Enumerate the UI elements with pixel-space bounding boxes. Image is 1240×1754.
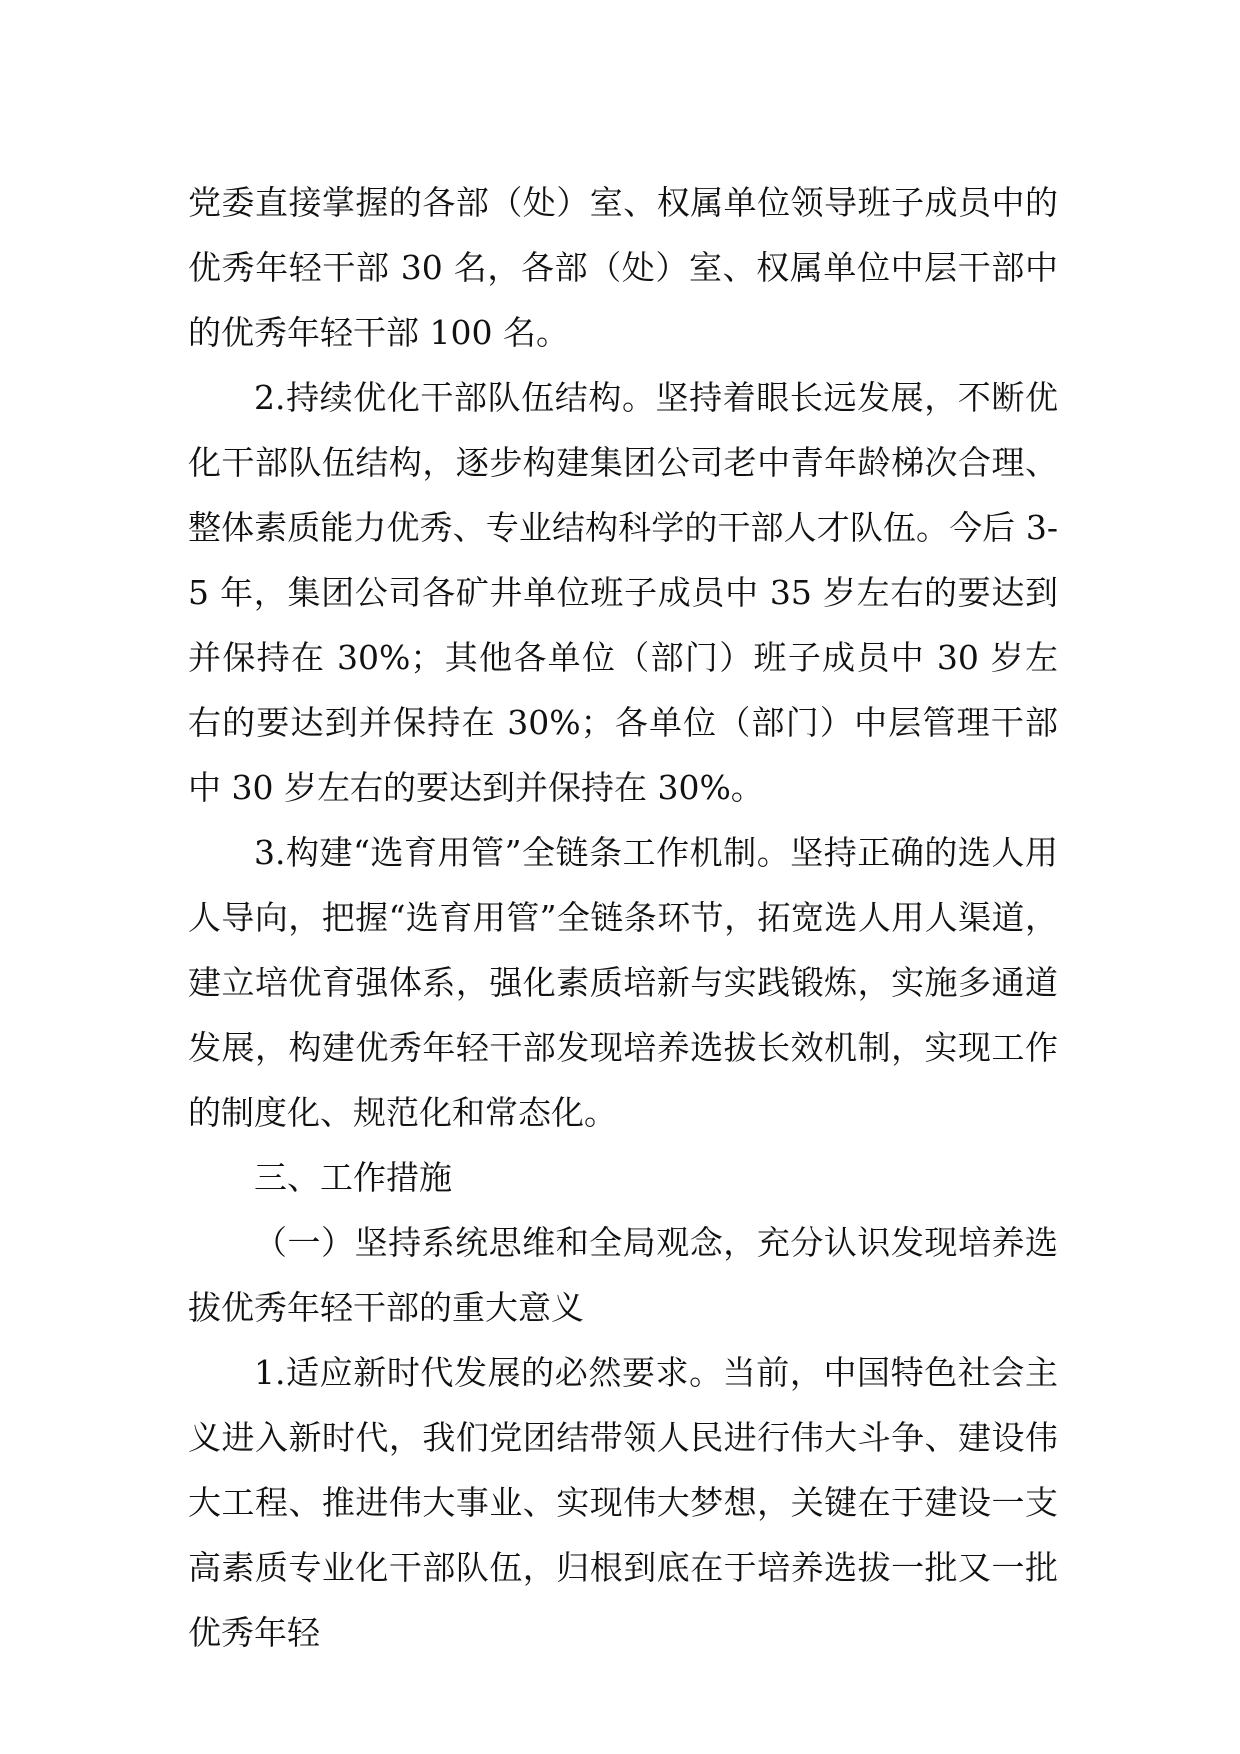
subsection-heading-1: （一）坚持系统思维和全局观念，充分认识发现培养选拔优秀年轻干部的重大意义 <box>188 1223 1058 1327</box>
paragraph-optimize-structure: 2.持续优化干部队伍结构。坚持着眼长远发展，不断优化干部队伍结构，逐步构建集团公司老中青年龄梯次合理、整体素质能力优秀、专业结构科学的干部人才队伍。今后 3-5 年，集团公司各矿井单位班子成员中 35 岁左右的要达到并保持在 30%；其他各单位（部门）班子成员中 30 岁左右的要达到并保持在 30%；各单位（部门）中层管理干部中 30 岁左右的要达到并保持在 30%。 <box>188 378 1058 807</box>
document-body <box>188 170 1058 1665</box>
paragraph-continuation: 党委直接掌握的各部（处）室、权属单位领导班子成员中的优秀年轻干部 30 名，各部（处）室、权属单位中层干部中的优秀年轻干部 100 名。 <box>188 183 1058 352</box>
paragraph-work-mechanism: 3.构建“选育用管”全链条工作机制。坚持正确的选人用人导向，把握“选育用管”全链条环节，拓宽选人用人渠道，建立培优育强体系，强化素质培新与实践锻炼，实施多通道发展，构建优秀年轻干部发现培养选拔长效机制，实现工作的制度化、规范化和常态化。 <box>188 833 1058 1132</box>
section-heading-work-measures: 三、工作措施 <box>254 1158 452 1197</box>
paragraph-new-era-requirement: 1.适应新时代发展的必然要求。当前，中国特色社会主义进入新时代，我们党团结带领人民进行伟大斗争、建设伟大工程、推进伟大事业、实现伟大梦想，关键在于建设一支高素质专业化干部队伍，归根到底在于培养选拔一批又一批优秀年轻 <box>188 1353 1058 1652</box>
